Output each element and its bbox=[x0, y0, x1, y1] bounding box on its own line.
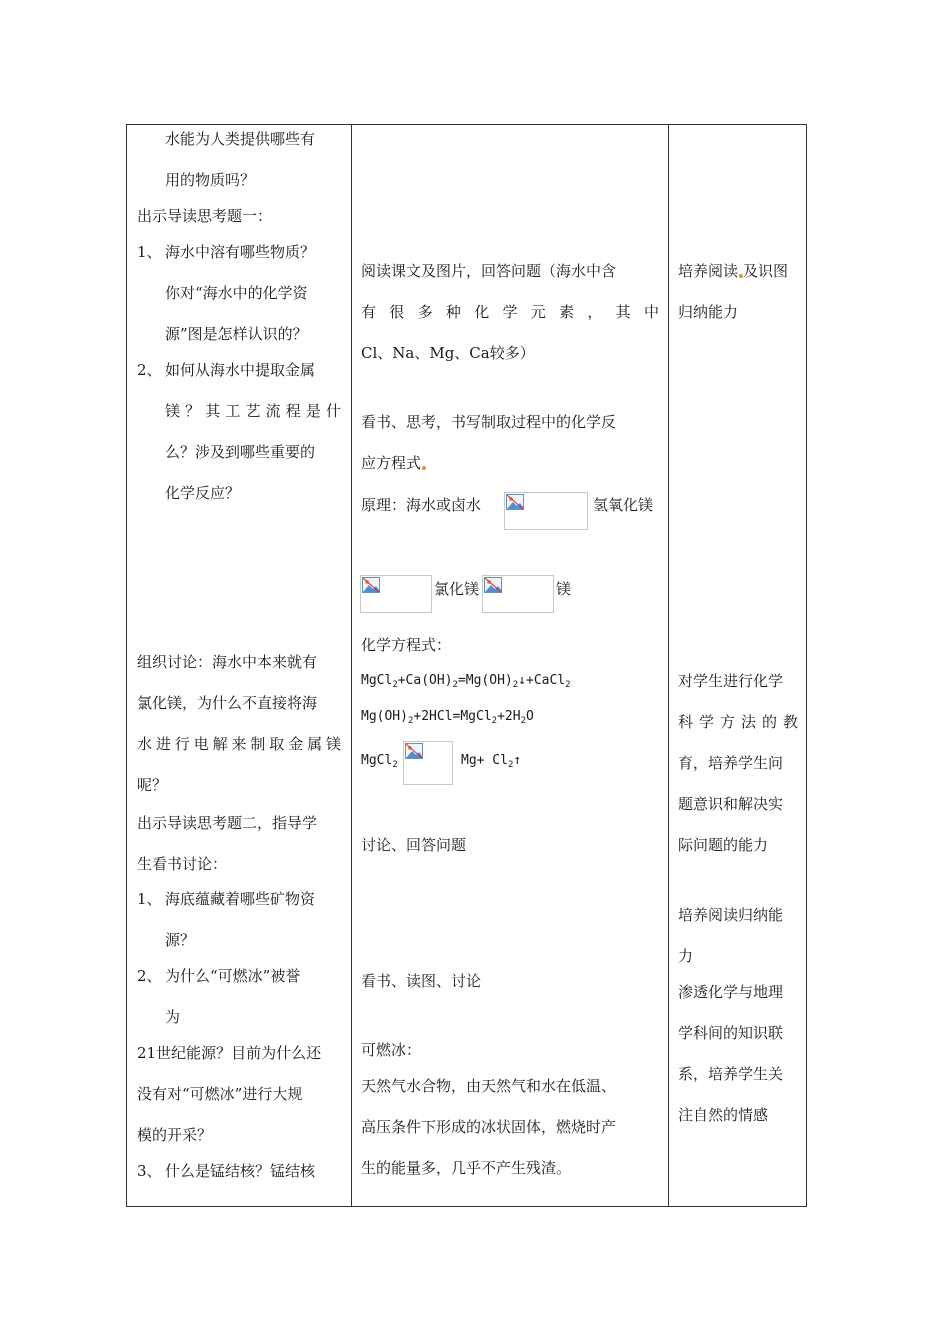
eq-sub: 2 bbox=[452, 680, 458, 690]
eq-sub: 2 bbox=[507, 760, 514, 770]
equation-2 bbox=[361, 707, 534, 731]
list-number: 1、 bbox=[137, 243, 162, 261]
eq-sub: 2 bbox=[392, 680, 398, 690]
reaction-arrow-image bbox=[504, 492, 588, 530]
text-line: 看书、思考，书写制取过程中的化学反 bbox=[361, 413, 617, 431]
lesson-table bbox=[126, 124, 807, 1207]
text-line: Cl、Na、Mg、Ca较多） bbox=[361, 344, 535, 362]
text-line: 海水中溶有哪些物质？ bbox=[165, 243, 316, 261]
text-line: 源？ bbox=[165, 931, 196, 949]
text-line: 没有对“可燃冰”进行大规 bbox=[137, 1085, 303, 1103]
text-line: 氯化镁，为什么不直接将海 bbox=[137, 694, 318, 712]
eq-part: MgCl bbox=[361, 673, 393, 688]
text-line: 归纳能力 bbox=[678, 303, 739, 321]
text-line: 注自然的情感 bbox=[678, 1106, 769, 1124]
eq-part: +2H bbox=[497, 709, 521, 724]
student-activity-column bbox=[352, 125, 668, 1206]
eq-part: +Ca(OH) bbox=[397, 673, 453, 688]
text-line: 化学方程式： bbox=[361, 636, 452, 654]
text-line: 水能为人类提供哪些有 bbox=[165, 130, 316, 148]
list-number: 1、 bbox=[137, 890, 162, 908]
text-line: 渗透化学与地理 bbox=[678, 983, 784, 1001]
text-line: 讨论、回答问题 bbox=[361, 836, 467, 854]
text-span: 及识图 bbox=[743, 262, 789, 280]
text-line: 化学反应？ bbox=[165, 484, 241, 502]
eq-sub: 2 bbox=[565, 680, 571, 690]
broken-image-icon bbox=[405, 743, 423, 759]
mark-dot bbox=[422, 466, 426, 470]
eq-part: Mg+ Cl bbox=[461, 753, 508, 768]
teacher-activity-column bbox=[127, 125, 351, 1206]
eq-sub: 2 bbox=[520, 716, 526, 726]
text-line: 用的物质吗？ bbox=[165, 171, 256, 189]
eq-part: Mg(OH) bbox=[361, 709, 408, 724]
text-line: 出示导读思考题一： bbox=[137, 207, 273, 225]
text-line: 科学方法的教 bbox=[678, 713, 798, 731]
text-line: 对学生进行化学 bbox=[678, 672, 784, 690]
text-line: 学科间的知识联 bbox=[678, 1024, 784, 1042]
eq-sub: 2 bbox=[491, 716, 498, 726]
equation-1 bbox=[361, 671, 571, 695]
text-line: 生的能量多，几乎不产生残渣。 bbox=[361, 1159, 572, 1177]
text-line: 氢氧化镁 bbox=[593, 496, 654, 514]
electrolysis-condition-image bbox=[403, 741, 453, 785]
text-line: 天然气水合物，由天然气和水在低温、 bbox=[361, 1077, 617, 1095]
eq-sub: 2 bbox=[512, 680, 519, 690]
text-line: 呢？ bbox=[137, 776, 168, 794]
text-span: 应方程式 bbox=[361, 454, 422, 472]
text-line: 21世纪能源？目前为什么还 bbox=[137, 1044, 322, 1062]
text-line: 看书、读图、讨论 bbox=[361, 972, 482, 990]
list-number: 2、 bbox=[137, 967, 162, 985]
design-intent-column bbox=[669, 125, 807, 1206]
text-line: 镁？其工艺流程是什 bbox=[165, 402, 341, 420]
text-line: 源”图是怎样认识的？ bbox=[165, 325, 308, 343]
text-line: 生看书讨论： bbox=[137, 855, 228, 873]
text-line: 可燃冰： bbox=[361, 1041, 422, 1059]
eq-part: +2HCl=MgCl bbox=[413, 709, 492, 724]
text-line: 氯化镁 bbox=[434, 580, 480, 598]
list-number: 3、 bbox=[137, 1162, 162, 1180]
text-line: 有很多种化学元素，其中 bbox=[361, 303, 659, 321]
text-line: 模的开采？ bbox=[137, 1126, 213, 1144]
text-line: 力 bbox=[678, 947, 694, 965]
eq-part: ↓+CaCl bbox=[518, 673, 566, 688]
reaction-arrow-image bbox=[482, 575, 554, 613]
text-line: 你对“海水中的化学资 bbox=[165, 284, 308, 302]
text-line: 什么是锰结核？锰结核 bbox=[165, 1162, 316, 1180]
text-line: 系，培养学生关 bbox=[678, 1065, 784, 1083]
text-line: 培养阅读归纳能 bbox=[678, 906, 784, 924]
text-line: 际问题的能力 bbox=[678, 836, 769, 854]
text-line: 海底蕴藏着哪些矿物资 bbox=[165, 890, 316, 908]
list-number: 2、 bbox=[137, 361, 162, 379]
text-line: 水进行电解来制取金属镁 bbox=[137, 735, 341, 753]
principle-label: 原理：海水或卤水 bbox=[361, 496, 482, 514]
eq-sub: 2 bbox=[407, 716, 414, 726]
text-line: 出示导读思考题二，指导学 bbox=[137, 814, 318, 832]
eq-part: O bbox=[526, 709, 534, 724]
text-line: 为 bbox=[165, 1008, 181, 1026]
text-line: 如何从海水中提取金属 bbox=[165, 361, 316, 379]
broken-image-icon bbox=[362, 577, 380, 593]
eq-part: =Mg(OH) bbox=[457, 673, 513, 688]
equation-3-right bbox=[461, 751, 521, 775]
text-line bbox=[361, 453, 426, 473]
text-line: 高压条件下形成的冰状固体，燃烧时产 bbox=[361, 1118, 617, 1136]
eq-part: ↑ bbox=[513, 753, 522, 768]
text-line: 为什么“可燃冰”被誉 bbox=[165, 967, 301, 985]
eq-sub: 2 bbox=[392, 760, 398, 770]
broken-image-icon bbox=[484, 577, 502, 593]
eq-part: MgCl bbox=[361, 753, 393, 768]
text-line: 组织讨论：海水中本来就有 bbox=[137, 653, 318, 671]
text-line: 育，培养学生问 bbox=[678, 754, 784, 772]
text-line: 么？涉及到哪些重要的 bbox=[165, 443, 316, 461]
broken-image-icon bbox=[506, 494, 524, 510]
reaction-arrow-image bbox=[360, 575, 432, 613]
text-line bbox=[678, 261, 788, 281]
equation-3-left bbox=[361, 751, 398, 775]
text-line: 题意识和解决实 bbox=[678, 795, 784, 813]
text-line: 阅读课文及图片，回答问题（海水中含 bbox=[361, 262, 617, 280]
text-line: 镁 bbox=[556, 580, 572, 598]
text-span: 培养阅读 bbox=[678, 262, 739, 280]
